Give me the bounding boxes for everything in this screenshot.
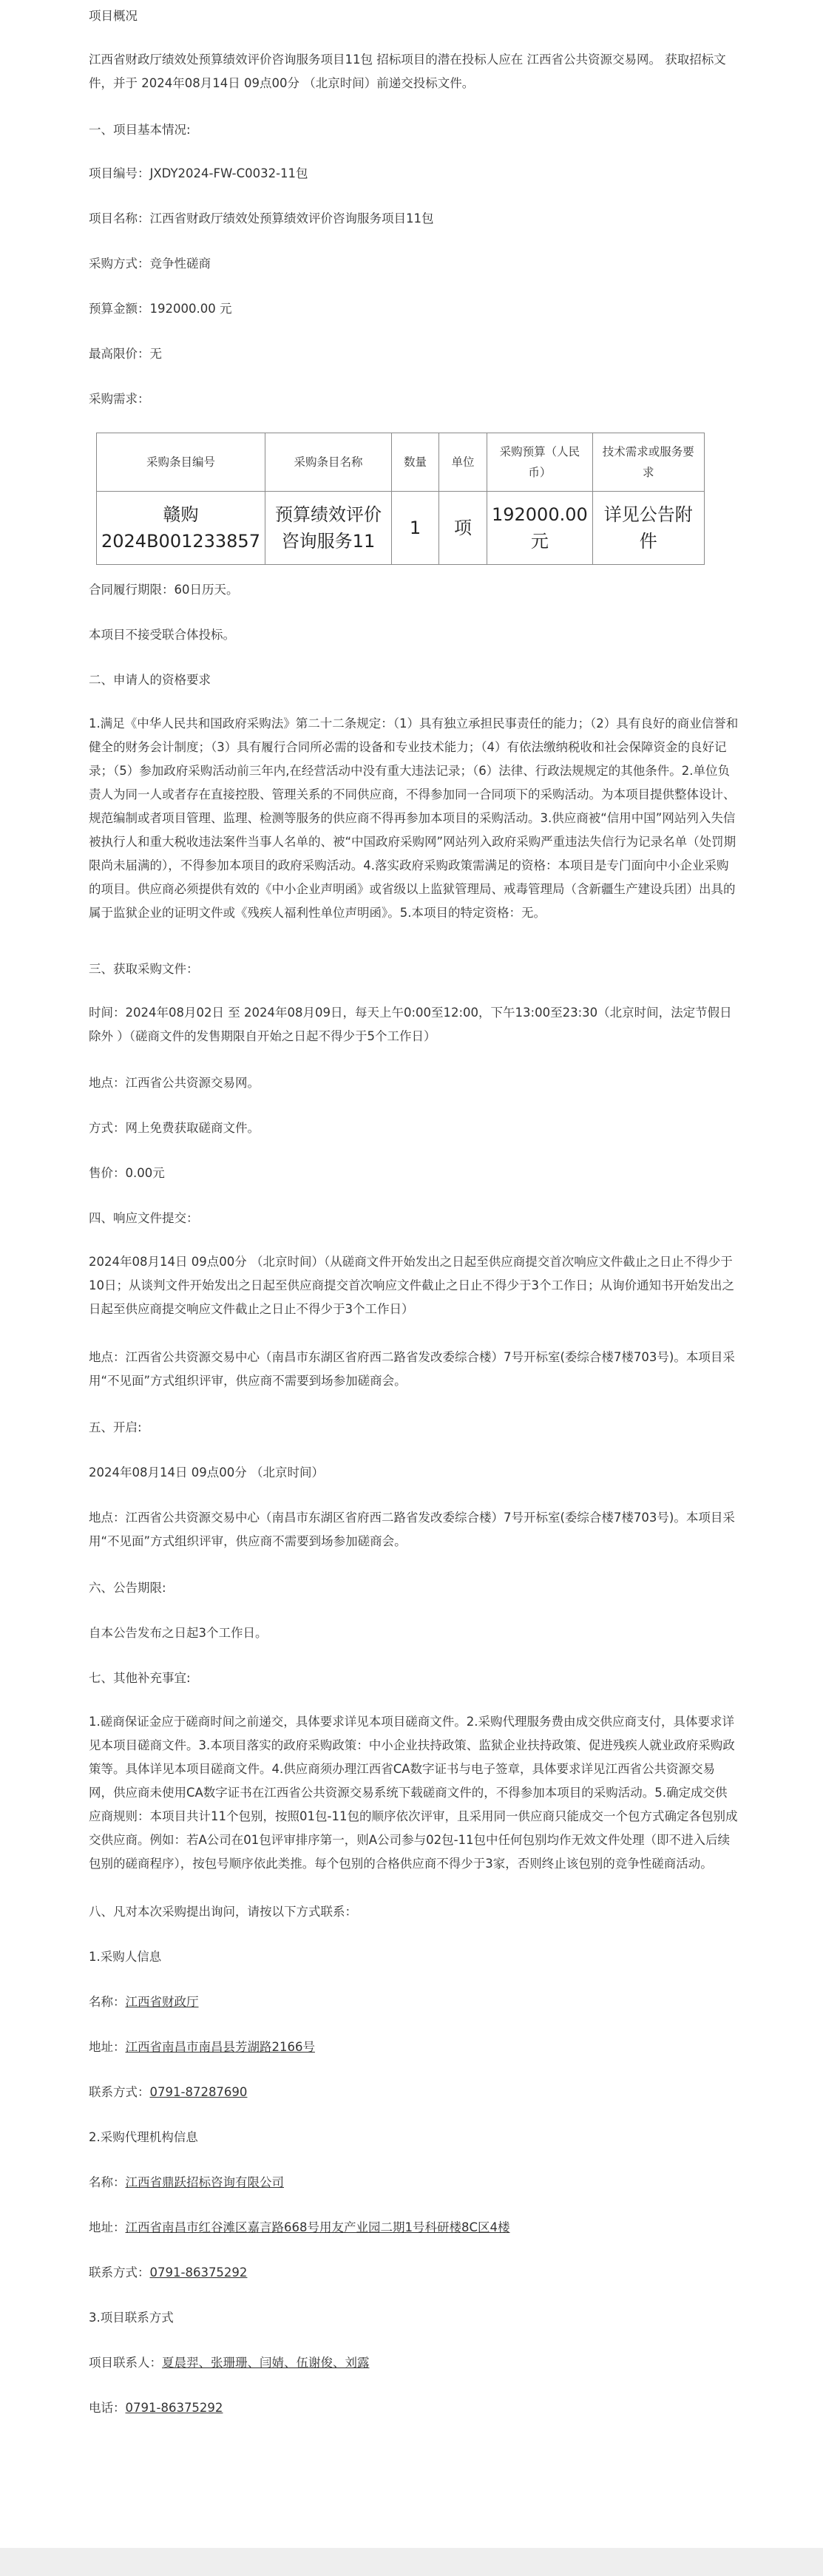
- opening-time: 2024年08月14日 09点00分 （北京时间）: [89, 1465, 324, 1479]
- purchaser-name: 江西省财政厅: [125, 1995, 199, 2009]
- header-budget: 采购预算（人民币）: [487, 433, 592, 492]
- agency-address-label: 地址：: [89, 2220, 126, 2234]
- header-unit: 单位: [438, 433, 487, 492]
- submit-place: 地点：江西省公共资源交易中心（南昌市东湖区省府西二路省发改委综合楼）7号开标室(委综合楼7楼703号)。本项目采用“不见面”方式组织评审，供应商不需要到场参加磋商会。: [89, 1350, 735, 1388]
- no-consortium: 本项目不接受联合体投标。: [89, 628, 235, 642]
- project-name: 项目名称：江西省财政厅绩效处预算绩效评价咨询服务项目11包: [89, 211, 434, 226]
- contract-period: 合同履行期限：60日历天。: [89, 583, 239, 597]
- basic-heading: 一、项目基本情况:: [89, 123, 191, 137]
- period-heading: 六、公告期限:: [89, 1581, 166, 1595]
- procurement-method: 采购方式：竞争性磋商: [89, 257, 211, 271]
- submit-heading: 四、响应文件提交：: [89, 1211, 199, 1225]
- cell-quantity: 1: [391, 492, 438, 565]
- project-contact-title: 3.项目联系方式: [89, 2311, 174, 2325]
- agency-name-label: 名称：: [89, 2175, 126, 2189]
- needs-label: 采购需求：: [89, 392, 150, 406]
- agency-phone-row: [89, 2261, 247, 2285]
- agency-name: 江西省鼎跃招标咨询有限公司: [125, 2175, 284, 2189]
- purchaser-phone-label: 联系方式：: [89, 2085, 150, 2099]
- obtain-heading: 三、获取采购文件：: [89, 962, 199, 976]
- purchaser-address-row: [89, 2036, 315, 2059]
- project-phone: 0791-86375292: [125, 2401, 223, 2415]
- obtain-time: 时间：2024年08月02日 至 2024年08月09日，每天上午0:00至12:00，下午13:00至23:30（北京时间，法定节假日除外 ）（磋商文件的发售期限自开始之日起不得少于5个工作日）: [89, 1006, 732, 1043]
- qualification-text: 1.满足《中华人民共和国政府采购法》第二十二条规定：（1）具有独立承担民事责任的能力；（2）具有良好的商业信誉和健全的财务会计制度；（3）具有履行合同所必需的设备和专业技术能力；（4）有依法缴纳税收和社会保障资金的良好记录；（5）参加政府采购活动前三年内,在经营活动中没有重大违法记录；（6）法律、行政法规规定的其他条件。2.单位负责人为同一人或者存在直接控股、管理关系的不同供应商，不得参加同一合同项下的采购活动。为本项目提供整体设计、规范编制或者项目管理、监理、检测等服务的供应商不得再参加本项目的采购活动。3.供应商被“信用中国”网站列入失信被执行人和重大税收违法案件当事人名单的、被“中国政府采购网”网站列入政府采购严重违法失信行为记录名单（处罚期限尚未届满的），不得参加本项目的政府采购活动。4.落实政府采购政策需满足的资格：本项目是专门面向中小企业采购的项目。供应商必须提供有效的《中小企业声明函》或省级以上监狱管理局、戒毒管理局（含新疆生产建设兵团）出具的属于监狱企业的证明文件或《残疾人福利性单位声明函》。5.本项目的特定资格：无。: [89, 716, 739, 920]
- procurement-table: [96, 433, 705, 565]
- obtain-way: 方式：网上免费获取磋商文件。: [89, 1121, 260, 1135]
- max-price: 最高限价：无: [89, 347, 162, 361]
- header-item-name: 采购条目名称: [265, 433, 391, 492]
- agency-address: 江西省南昌市红谷滩区嘉言路668号用友产业园二期1号科研楼8C区4楼: [125, 2220, 510, 2234]
- cell-unit: 项: [438, 492, 487, 565]
- header-quantity: 数量: [391, 433, 438, 492]
- agency-title: 2.采购代理机构信息: [89, 2130, 198, 2144]
- obtain-place: 地点：江西省公共资源交易网。: [89, 1076, 260, 1090]
- cell-budget: 192000.00元: [487, 492, 592, 565]
- submit-time: 2024年08月14日 09点00分 （北京时间）（从磋商文件开始发出之日起至供应商提交首次响应文件截止之日止不得少于10日；从谈判文件开始发出之日起至供应商提交首次响应文件截止之日止不得少于3个工作日；从询价通知书开始发出之日起至供应商提交响应文件截止之日止不得少于3个工作日）: [89, 1255, 734, 1316]
- budget-amount: 预算金额：192000.00 元: [89, 302, 232, 316]
- project-people-row: [89, 2351, 370, 2375]
- purchaser-phone: 0791-87287690: [149, 2085, 248, 2099]
- cell-item-no: 赣购2024B001233857: [97, 492, 265, 565]
- agency-phone: 0791-86375292: [149, 2265, 248, 2280]
- agency-name-row: [89, 2171, 284, 2194]
- other-heading: 七、其他补充事宜:: [89, 1671, 191, 1685]
- header-requirement: 技术需求或服务要求: [592, 433, 704, 492]
- opening-place: 地点：江西省公共资源交易中心（南昌市东湖区省府西二路省发改委综合楼）7号开标室(委综合楼7楼703号)。本项目采用“不见面”方式组织评审，供应商不需要到场参加磋商会。: [89, 1511, 735, 1548]
- purchaser-name-label: 名称：: [89, 1995, 126, 2009]
- qualification-heading: 二、申请人的资格要求: [89, 673, 211, 687]
- table-row: [97, 492, 705, 565]
- obtain-price: 售价：0.00元: [89, 1166, 165, 1180]
- other-text: 1.磋商保证金应于磋商时间之前递交，具体要求详见本项目磋商文件。2.采购代理服务费由成交供应商支付，具体要求详见本项目磋商文件。3.本项目落实的政府采购政策：中小企业扶持政策、监狱企业扶持政策、促进残疾人就业政府采购政策等。具体详见本项目磋商文件。4.供应商须办理江西省CA数字证书与电子签章，具体要求详见江西省公共资源交易网，供应商未使用CA数字证书在江西省公共资源交易系统下载磋商文件的，不得参加本项目的采购活动。5.确定成交供应商规则：本项目共计11个包别，按照01包-11包的顺序依次评审，且采用同一供应商只能成交一个包方式确定各包别成交供应商。例如：若A公司在01包评审排序第一，则A公司参与02包-11包中任何包别均作无效文件处理（即不进入后续包别的磋商程序），按包号顺序依此类推。每个包别的合格供应商不得少于3家，否则终止该包别的竞争性磋商活动。: [89, 1715, 738, 1871]
- purchaser-address: 江西省南昌市南昌县芳湖路2166号: [125, 2040, 315, 2054]
- project-people-label: 项目联系人：: [89, 2356, 162, 2370]
- agency-address-row: [89, 2216, 510, 2240]
- project-people: 夏晨羿、张珊珊、闫婧、伍谢俊、刘露: [162, 2356, 370, 2370]
- footer-bar: [0, 2548, 823, 2576]
- project-phone-row: [89, 2396, 223, 2420]
- purchaser-phone-row: [89, 2081, 247, 2104]
- overview-title: 项目概况: [89, 9, 138, 23]
- table-header-row: [97, 433, 705, 492]
- contact-heading: 八、凡对本次采购提出询问，请按以下方式联系：: [89, 1905, 357, 1919]
- period-text: 自本公告发布之日起3个工作日。: [89, 1626, 268, 1640]
- purchaser-name-row: [89, 1990, 199, 2014]
- cell-item-name: 预算绩效评价咨询服务11: [265, 492, 391, 565]
- header-item-no: 采购条目编号: [97, 433, 265, 492]
- cell-requirement: 详见公告附件: [592, 492, 704, 565]
- opening-heading: 五、开启:: [89, 1420, 142, 1434]
- agency-phone-label: 联系方式：: [89, 2265, 150, 2280]
- overview-intro: 江西省财政厅绩效处预算绩效评价咨询服务项目11包 招标项目的潜在投标人应在 江西省公共资源交易网。 获取招标文件，并于 2024年08月14日 09点00分 （北京时间）前递交投标文件。: [89, 52, 726, 90]
- project-number: 项目编号：JXDY2024-FW-C0032-11包: [89, 166, 308, 180]
- project-phone-label: 电话：: [89, 2401, 126, 2415]
- purchaser-title: 1.采购人信息: [89, 1950, 162, 1964]
- purchaser-address-label: 地址：: [89, 2040, 126, 2054]
